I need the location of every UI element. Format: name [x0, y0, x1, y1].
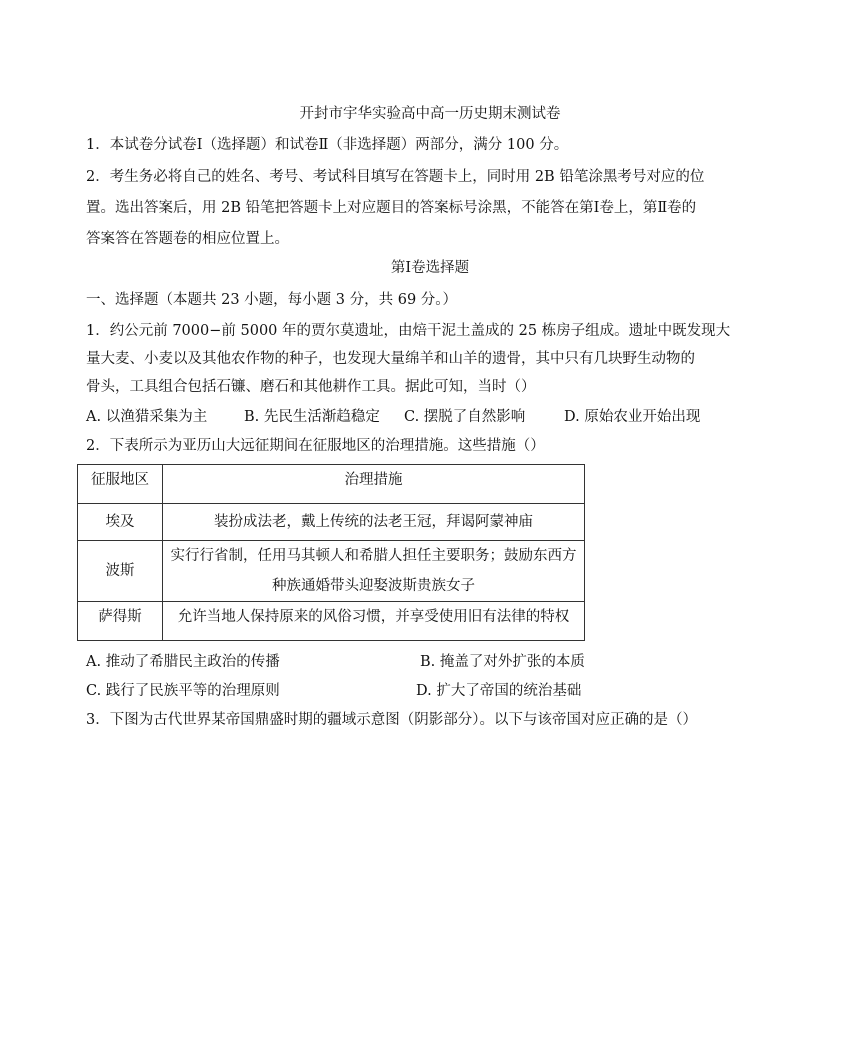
exam-title: 开封市宇华实验高中高一历史期末测试卷 [299, 106, 561, 122]
measure-line: 实行行省制，任用马其顿人和希腊人担任主要职务；鼓励东西方 [170, 548, 577, 564]
q2-option-b[interactable]: B. 掩盖了对外扩张的本质 [420, 654, 585, 670]
q1-option-c[interactable]: C. 摆脱了自然影响 [404, 409, 526, 425]
header-measure: 治理措施 [163, 465, 585, 504]
table-row [78, 602, 585, 641]
q2-option-d[interactable]: D. 扩大了帝国的统治基础 [416, 683, 582, 699]
region-cell: 埃及 [78, 504, 163, 541]
q1-stem-line-1: 1．约公元前 7000−前 5000 年的贾尔莫遗址，由焙干泥土盖成的 25 栋房子组成。遗址中既发现大 [86, 323, 731, 339]
q1-option-b[interactable]: B. 先民生活渐趋稳定 [244, 409, 380, 425]
part-heading: 一、选择题（本题共 23 小题，每小题 3 分，共 69 分。） [86, 292, 458, 308]
q1-option-a[interactable]: A. 以渔猎采集为主 [86, 409, 208, 425]
instruction-2: 2．考生务必将自己的姓名、考号、考试科目填写在答题卡上，同时用 2B 铅笔涂黑考号对应的位 [86, 169, 705, 185]
q2-stem: 2．下表所示为亚历山大远征期间在征服地区的治理措施。这些措施（） [86, 438, 545, 454]
measure-cell [163, 541, 585, 602]
q3-stem: 3．下图为古代世界某帝国鼎盛时期的疆域示意图（阴影部分）。以下与该帝国对应正确的是（） [86, 712, 697, 728]
q1-option-d[interactable]: D. 原始农业开始出现 [564, 409, 701, 425]
measure-cell [163, 602, 585, 641]
q2-option-a[interactable]: A. 推动了希腊民主政治的传播 [86, 654, 280, 670]
table-row [78, 504, 585, 541]
measure-line: 允许当地人保持原来的风俗习惯，并享受使用旧有法律的特权 [177, 609, 570, 625]
instruction-2-end: 答案答在答题卷的相应位置上。 [86, 231, 289, 247]
measure-cell [163, 504, 585, 541]
region-cell: 萨得斯 [78, 602, 163, 641]
q1-stem-line-2: 量大麦、小麦以及其他农作物的种子，也发现大量绵羊和山羊的遗骨，其中只有几块野生动物的 [86, 351, 695, 367]
governance-table [77, 464, 585, 641]
section-title: 第Ⅰ卷选择题 [390, 260, 470, 276]
measure-line: 装扮成法老，戴上传统的法老王冠，拜谒阿蒙神庙 [214, 514, 533, 530]
header-region: 征服地区 [78, 465, 163, 504]
table-row [78, 541, 585, 602]
q2-option-c[interactable]: C. 践行了民族平等的治理原则 [86, 683, 280, 699]
measure-line: 种族通婚带头迎娶波斯贵族女子 [272, 578, 475, 594]
table-header-row [78, 465, 585, 504]
region-cell: 波斯 [78, 541, 163, 602]
q1-stem-line-3: 骨头，工具组合包括石镰、磨石和其他耕作工具。据此可知，当时（） [86, 379, 536, 395]
instruction-1: 1．本试卷分试卷Ⅰ（选择题）和试卷Ⅱ（非选择题）两部分，满分 100 分。 [86, 137, 569, 153]
instruction-2-cont: 置。选出答案后，用 2B 铅笔把答题卡上对应题目的答案标号涂黑，不能答在第Ⅰ卷上，第Ⅱ卷的 [86, 200, 697, 216]
